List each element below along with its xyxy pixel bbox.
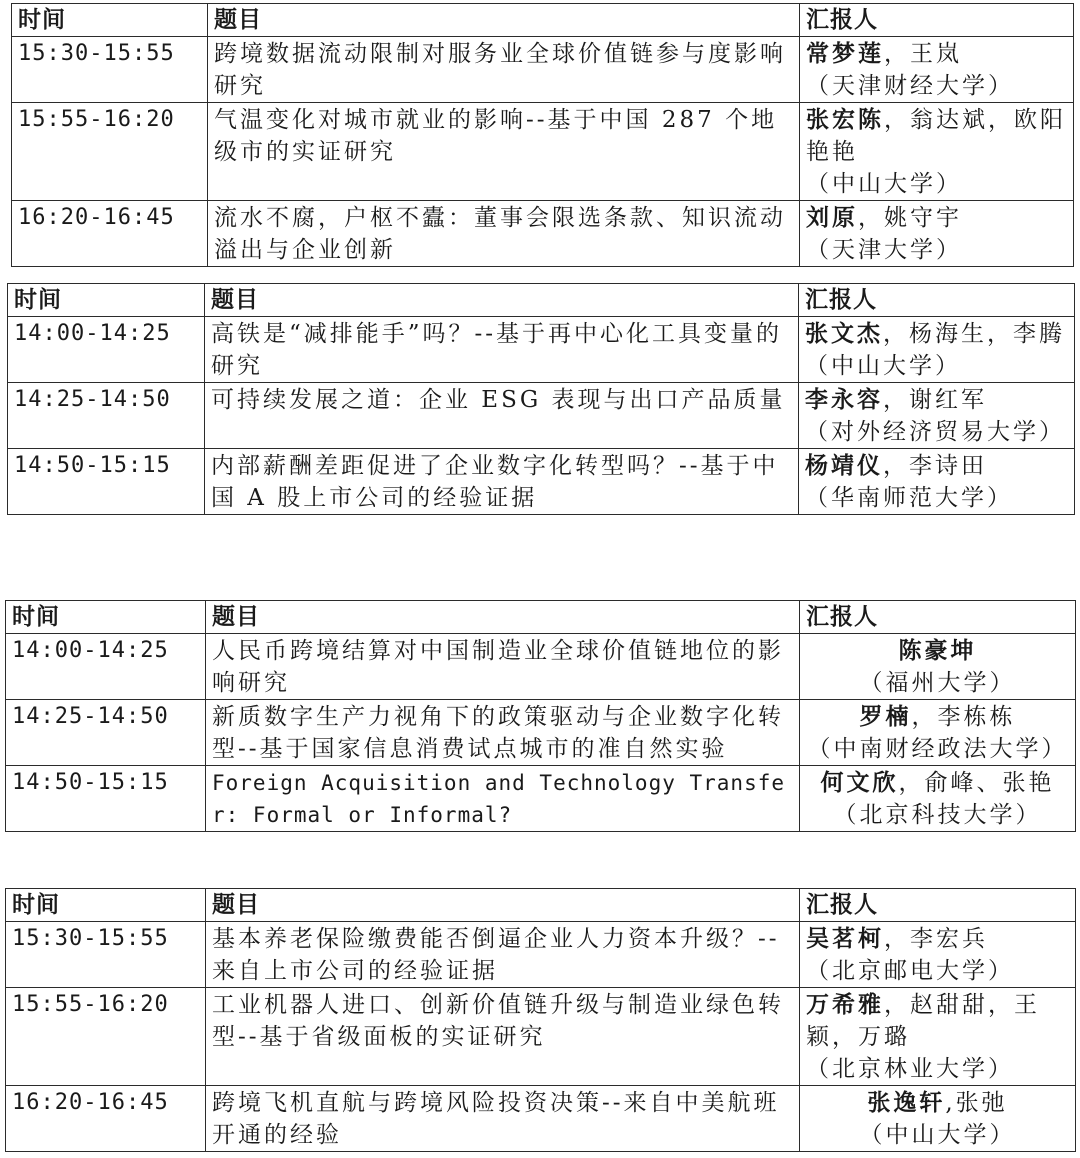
co-presenters: ，赵甜甜，王颖，万璐 — [806, 992, 1040, 1050]
co-presenters: ，姚守宇 — [858, 205, 962, 231]
time-cell: 14:00-14:25 — [8, 317, 205, 383]
affiliation: （华南师范大学） — [805, 485, 1013, 511]
presenter-cell — [800, 1086, 1076, 1152]
table-row — [8, 383, 1075, 449]
lead-presenter: 张文杰 — [805, 320, 883, 347]
presenter-cell — [800, 37, 1074, 103]
table-row — [6, 922, 1076, 988]
table-row — [6, 700, 1076, 766]
schedule-table-1 — [11, 3, 1074, 267]
table-row — [8, 449, 1075, 515]
topic-cell: 基本养老保险缴费能否倒逼企业人力资本升级？--来自上市公司的经验证据 — [206, 922, 800, 988]
presenter-cell — [800, 988, 1076, 1086]
lead-presenter: 何文欣 — [820, 769, 899, 796]
affiliation: （福州大学） — [859, 670, 1016, 696]
time-cell: 14:25-14:50 — [8, 383, 205, 449]
presenter-cell — [800, 922, 1076, 988]
table-row — [12, 201, 1074, 267]
lead-presenter: 刘原 — [806, 204, 858, 231]
topic-cell: 跨境数据流动限制对服务业全球价值链参与度影响研究 — [208, 37, 800, 103]
header-time: 时间 — [6, 601, 206, 634]
time-cell: 15:55-16:20 — [12, 103, 208, 201]
lead-presenter: 张逸轩 — [867, 1089, 946, 1116]
header-topic: 题目 — [205, 284, 799, 317]
table-row — [6, 766, 1076, 832]
affiliation: （中山大学） — [805, 353, 961, 379]
presenter-cell — [799, 317, 1075, 383]
co-presenters: ，李诗田 — [883, 453, 987, 479]
presenter-cell — [799, 383, 1075, 449]
lead-presenter: 陈豪坤 — [898, 637, 977, 664]
lead-presenter: 杨靖仪 — [805, 452, 883, 479]
time-cell: 14:50-15:15 — [6, 766, 206, 832]
topic-cell: 跨境飞机直航与跨境风险投资决策--来自中美航班开通的经验 — [206, 1086, 800, 1152]
presenter-cell — [800, 201, 1074, 267]
lead-presenter: 吴茗柯 — [806, 925, 884, 952]
header-time: 时间 — [12, 4, 208, 37]
time-cell: 14:50-15:15 — [8, 449, 205, 515]
table-row — [12, 37, 1074, 103]
topic-cell: 新质数字生产力视角下的政策驱动与企业数字化转型--基于国家信息消费试点城市的准自然实验 — [206, 700, 800, 766]
co-presenters: ，翁达斌，欧阳艳艳 — [806, 107, 1066, 165]
lead-presenter: 万希雅 — [806, 991, 884, 1018]
co-presenters: ，谢红军 — [883, 387, 987, 413]
header-row — [8, 284, 1075, 317]
table-row — [6, 1086, 1076, 1152]
presenter-cell — [799, 449, 1075, 515]
header-topic: 题目 — [206, 889, 800, 922]
topic-cell: 高铁是“减排能手”吗？--基于再中心化工具变量的研究 — [205, 317, 799, 383]
topic-cell: 气温变化对城市就业的影响--基于中国 287 个地级市的实证研究 — [208, 103, 800, 201]
time-cell: 14:00-14:25 — [6, 634, 206, 700]
affiliation: （天津财经大学） — [806, 73, 1014, 99]
topic-cell: 内部薪酬差距促进了企业数字化转型吗？--基于中国 A 股上市公司的经验证据 — [205, 449, 799, 515]
header-presenter: 汇报人 — [799, 284, 1075, 317]
co-presenters: ，李宏兵 — [884, 926, 988, 952]
time-cell: 16:20-16:45 — [6, 1086, 206, 1152]
header-presenter: 汇报人 — [800, 601, 1076, 634]
topic-cell: 人民币跨境结算对中国制造业全球价值链地位的影响研究 — [206, 634, 800, 700]
lead-presenter: 李永容 — [805, 386, 883, 413]
co-presenters: ,张弛 — [945, 1090, 1008, 1116]
topic-cell: Foreign Acquisition and Technology Transfer: Formal or Informal? — [206, 766, 800, 832]
affiliation: （北京科技大学） — [833, 802, 1042, 828]
presenter-cell — [800, 700, 1076, 766]
header-presenter: 汇报人 — [800, 4, 1074, 37]
time-cell: 16:20-16:45 — [12, 201, 208, 267]
time-cell: 14:25-14:50 — [6, 700, 206, 766]
affiliation: （北京邮电大学） — [806, 958, 1014, 984]
header-row — [12, 4, 1074, 37]
header-time: 时间 — [6, 889, 206, 922]
presenter-cell — [800, 766, 1076, 832]
affiliation: （天津大学） — [806, 237, 962, 263]
schedule-table-2 — [7, 283, 1075, 515]
affiliation: （中山大学） — [806, 171, 962, 197]
table-row — [6, 988, 1076, 1086]
lead-presenter: 罗楠 — [859, 703, 912, 730]
affiliation: （对外经济贸易大学） — [805, 419, 1065, 445]
header-row — [6, 601, 1076, 634]
affiliation: （北京林业大学） — [806, 1056, 1014, 1082]
topic-cell: 工业机器人进口、创新价值链升级与制造业绿色转型--基于省级面板的实证研究 — [206, 988, 800, 1086]
affiliation: （中山大学） — [859, 1122, 1016, 1148]
time-cell: 15:30-15:55 — [6, 922, 206, 988]
table-row — [12, 103, 1074, 201]
schedule-table-3 — [5, 600, 1076, 832]
lead-presenter: 常梦莲 — [806, 40, 884, 67]
time-cell: 15:30-15:55 — [12, 37, 208, 103]
co-presenters: ，杨海生，李腾 — [883, 321, 1065, 347]
time-cell: 15:55-16:20 — [6, 988, 206, 1086]
schedule-table-4 — [5, 888, 1076, 1152]
topic-cell: 流水不腐，户枢不蠹：董事会限选条款、知识流动溢出与企业创新 — [208, 201, 800, 267]
header-topic: 题目 — [208, 4, 800, 37]
lead-presenter: 张宏陈 — [806, 106, 884, 133]
header-time: 时间 — [8, 284, 205, 317]
header-topic: 题目 — [206, 601, 800, 634]
presenter-cell — [800, 634, 1076, 700]
co-presenters: ，王岚 — [884, 41, 962, 67]
presenter-cell — [800, 103, 1074, 201]
table-row — [8, 317, 1075, 383]
affiliation: （中南财经政法大学） — [807, 736, 1068, 762]
co-presenters: ，李栋栋 — [911, 704, 1016, 730]
co-presenters: ，俞峰、张艳 — [898, 770, 1055, 796]
header-presenter: 汇报人 — [800, 889, 1076, 922]
table-row — [6, 634, 1076, 700]
topic-cell: 可持续发展之道：企业 ESG 表现与出口产品质量 — [205, 383, 799, 449]
header-row — [6, 889, 1076, 922]
